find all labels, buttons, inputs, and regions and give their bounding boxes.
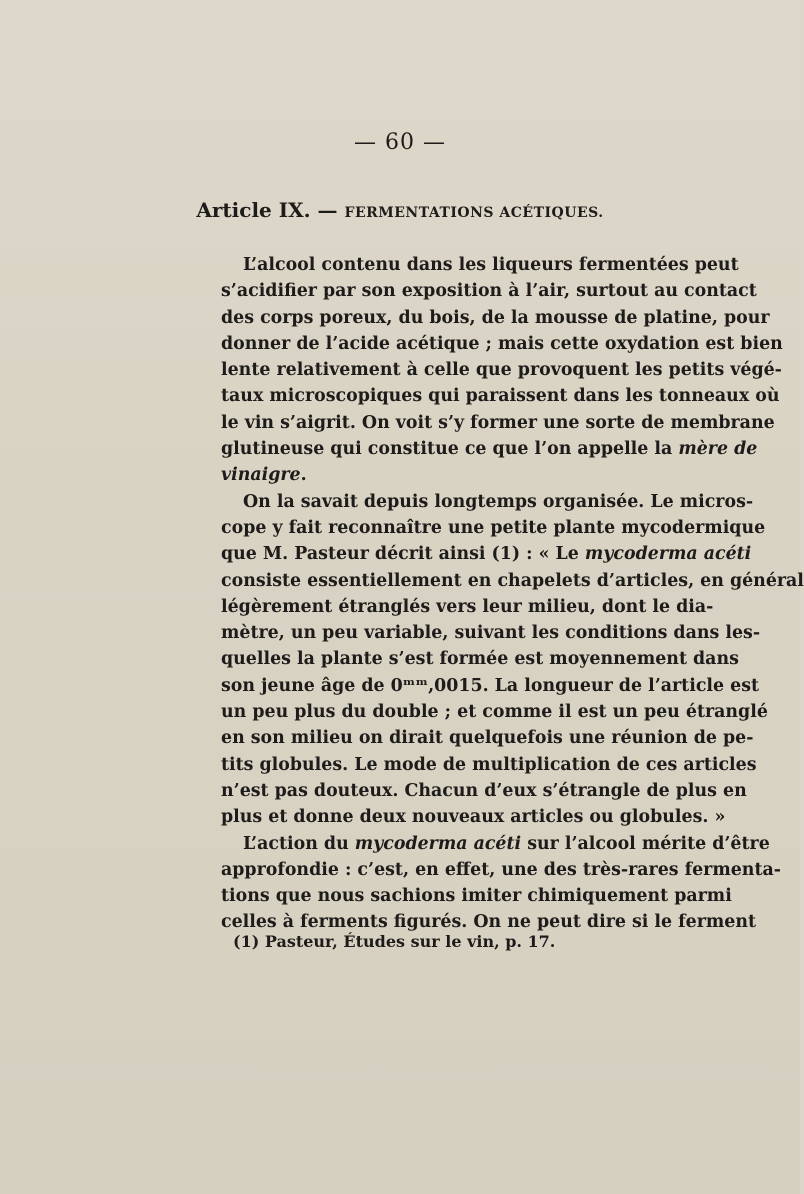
text-line	[221, 489, 754, 515]
text-line-main: tits globules. Le mode de multiplication de ces articles	[221, 754, 757, 775]
text-line	[221, 725, 754, 751]
text-line	[221, 699, 768, 725]
text-line-italic: mycoderma acéti	[354, 833, 522, 854]
text-line	[221, 620, 761, 646]
text-line-main: en son milieu on dirait quelquefois une réunion de pe-	[221, 728, 754, 749]
text-line	[221, 646, 739, 672]
text-line-main: celles à ferments figurés. On ne peut dire si le ferment	[221, 912, 757, 933]
text-line-after: sur l’alcool mérite d’être	[521, 833, 770, 854]
text-line-main: quelles la plante s’est formée est moyennement dans	[221, 649, 739, 670]
text-line-italic: mère de	[678, 439, 758, 460]
text-line	[221, 515, 766, 541]
text-line-italic: mycoderma acéti	[584, 544, 752, 565]
text-line	[221, 410, 775, 436]
text-line	[221, 831, 770, 857]
text-line	[221, 541, 752, 567]
text-line-main: des corps poreux, du bois, de la mousse de platine, pour	[221, 307, 770, 328]
text-line-main: un peu plus du double ; et comme il est un peu étranglé	[221, 702, 768, 723]
text-line-main: consiste essentiellement en chapelets d’articles, en général	[221, 570, 804, 591]
text-line-main: donner de l’acide acétique ; mais cette oxydation est bien	[221, 333, 783, 354]
text-line	[221, 752, 757, 778]
text-line-main: lente relativement à celle que provoquent les petits végé-	[221, 360, 782, 381]
text-line	[221, 436, 758, 462]
text-line-main: L’action du	[243, 833, 355, 854]
text-line	[221, 568, 804, 594]
article-heading-prefix: Article IX. —	[196, 198, 345, 222]
text-line	[221, 883, 732, 909]
text-line-main: le vin s’aigrit. On voit s’y former une sorte de membrane	[221, 412, 775, 433]
text-line	[221, 252, 739, 278]
text-line	[221, 462, 672, 488]
text-line-main: son jeune âge de 0ᵐᵐ,0015. La longueur de l’article est	[221, 675, 760, 696]
text-line-main: approfondie : c’est, en effet, une des très-rares fermenta-	[221, 859, 781, 880]
text-line	[221, 594, 714, 620]
body-text	[221, 252, 804, 936]
text-line-italic: vinaigre	[221, 465, 301, 486]
text-line	[221, 331, 783, 357]
text-line	[221, 278, 757, 304]
text-line-main: légèrement étranglés vers leur milieu, dont le dia-	[221, 596, 714, 617]
text-line-main: s’acidifier par son exposition à l’air, surtout au contact	[221, 281, 757, 302]
text-line-after: .	[300, 465, 307, 486]
text-line	[221, 357, 782, 383]
text-line-main: taux microscopiques qui paraissent dans les tonneaux où	[221, 386, 780, 407]
text-line	[221, 857, 781, 883]
text-line-main: glutineuse qui constitue ce que l’on appelle la	[221, 439, 679, 460]
text-line-main: mètre, un peu variable, suivant les conditions dans les-	[221, 623, 761, 644]
text-line-main: L’alcool contenu dans les liqueurs fermentées peut	[243, 255, 739, 275]
page-number: — 60 —	[354, 130, 446, 155]
text-line-main: que M. Pasteur décrit ainsi (1) : « Le	[221, 544, 585, 565]
text-line	[221, 383, 780, 409]
article-heading-title: FERMENTATIONS ACÉTIQUES.	[344, 205, 604, 221]
text-line-main: On la savait depuis longtemps organisée. Le micros-	[243, 491, 754, 512]
text-line-main: plus et donne deux nouveaux articles ou globules. »	[221, 807, 726, 828]
footnote: (1) Pasteur, Études sur le vin, p. 17.	[233, 932, 556, 951]
text-line	[221, 804, 726, 830]
text-line-main: tions que nous sachions imiter chimiquement parmi	[221, 886, 732, 907]
text-line-main: cope y fait reconnaître une petite plante mycodermique	[221, 517, 766, 538]
text-line	[221, 673, 760, 699]
text-line	[221, 778, 747, 804]
article-heading	[0, 198, 800, 222]
text-line	[221, 305, 770, 331]
text-line-main: n’est pas douteux. Chacun d’eux s’étrangle de plus en	[221, 780, 747, 801]
